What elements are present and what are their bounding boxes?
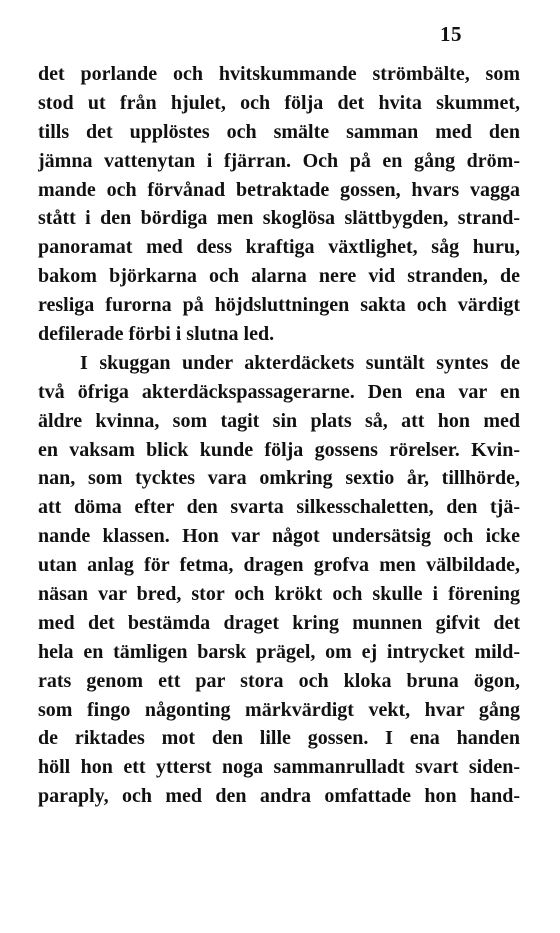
text-line: tills det upplöstes och smälte samman med den xyxy=(38,120,520,143)
text-line: defilerade förbi i slutna led. xyxy=(38,323,275,346)
text-line: mande och förvånad betraktade gossen, hvars vagga xyxy=(38,178,520,201)
text-line: I skuggan under akterdäckets suntält syntes de xyxy=(80,351,520,374)
text-line: panoramat med dess kraftiga växtlighet, såg huru, xyxy=(38,236,520,259)
text-line: hela en tämligen barsk prägel, om ej intrycket mild- xyxy=(38,640,520,663)
page-number: 15 xyxy=(440,22,462,46)
text-line: det porlande och hvitskummande strömbälte, som xyxy=(38,63,520,85)
paragraph-1 xyxy=(38,60,520,349)
text-line: paraply, och med den andra omfattade hon hand- xyxy=(38,785,520,808)
text-line: de riktades mot den lille gossen. I ena handen xyxy=(38,727,520,750)
text-line: bakom björkarna och alarna nere vid stranden, de xyxy=(38,265,520,288)
text-line: utan anlag för fetma, dragen grofva men välbildade, xyxy=(38,554,520,577)
text-line: att döma efter den svarta silkesschaletten, den tjä- xyxy=(38,496,520,519)
text-line: nande klassen. Hon var något undersätsig och icke xyxy=(38,525,520,548)
text-line: äldre kvinna, som tagit sin plats så, att hon med xyxy=(38,409,520,432)
text-line: stod ut från hjulet, och följa det hvita skummet, xyxy=(38,91,520,114)
text-line: nan, som tycktes vara omkring sextio år, tillhörde, xyxy=(38,467,520,490)
text-line: rats genom ett par stora och kloka bruna ögon, xyxy=(38,669,520,692)
text-line: stått i den bördiga men skoglösa slättbygden, strand- xyxy=(38,207,520,230)
text-line: som fingo någonting märkvärdigt vekt, hvar gång xyxy=(38,698,520,721)
text-line: höll hon ett ytterst noga sammanrulladt svart siden- xyxy=(38,756,520,779)
text-line: med det bestämda draget kring munnen gifvit det xyxy=(38,611,520,634)
text-line: en vaksam blick kunde följa gossens rörelser. Kvin- xyxy=(38,438,520,461)
body-text xyxy=(38,60,520,811)
text-line: näsan var bred, stor och krökt och skulle i förening xyxy=(38,583,520,606)
paragraph-2 xyxy=(38,349,520,811)
text-line: två öfriga akterdäckspassagerarne. Den ena var en xyxy=(38,380,520,403)
text-line: jämna vattenytan i fjärran. Och på en gång dröm- xyxy=(38,149,520,172)
text-line: resliga furorna på höjdsluttningen sakta och värdigt xyxy=(38,294,520,317)
